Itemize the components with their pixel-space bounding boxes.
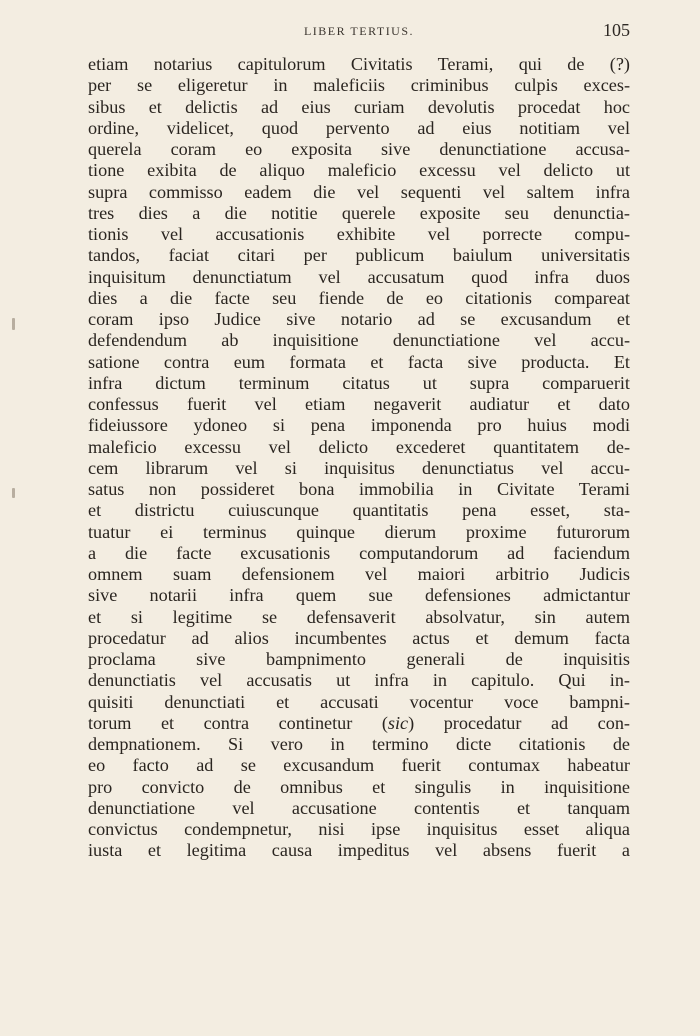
- text-line: ordine, videlicet, quod pervento ad eius notitiam vel: [88, 117, 630, 138]
- text-line: cem librarum vel si inquisitus denunctiatus vel accu-: [88, 457, 630, 478]
- text-line: fideiussore ydoneo si pena imponenda pro huius modi: [88, 415, 630, 436]
- text-line: dempnationem. Si vero in termino dicte citationis de: [88, 734, 630, 754]
- text-segment: torum et contra continetur (: [88, 712, 388, 733]
- text-line: denunctiatione vel accusatione contentis et tanquam: [88, 797, 630, 818]
- page-number: 105: [603, 20, 630, 40]
- margin-mark: [12, 318, 15, 330]
- text-line: tuatur ei terminus quinque dierum proxime futurorum: [88, 521, 630, 542]
- text-line: satione contra eum formata et facta sive producta. Et: [88, 351, 630, 372]
- text-line: per se eligeretur in maleficiis criminibus culpis exces-: [88, 75, 630, 96]
- text-line: pro convicto de omnibus et singulis in inquisitione: [88, 776, 630, 797]
- text-line: proclama sive bampnimento generali de inquisitis: [88, 649, 630, 669]
- text-line: dies a die facte seu fiende de eo citationis compareat: [88, 287, 630, 308]
- text-line: tionis vel accusationis exhibite vel porrecte compu-: [88, 224, 630, 244]
- text-line: sive notarii infra quem sue defensiones admictantur: [88, 585, 630, 606]
- text-line: etiam notarius capitulorum Civitatis Terami, qui de (?): [88, 54, 630, 74]
- text-line: tres dies a die notitie querele exposite seu denunctia-: [88, 202, 630, 223]
- text-line: eo facto ad se excusandum fuerit contumax habeatur: [88, 755, 630, 776]
- text-line: quisiti denunctiati et accusati vocentur voce bampni-: [88, 691, 630, 712]
- body-text: [88, 54, 630, 862]
- text-segment: ) procedatur ad con-: [408, 712, 630, 733]
- text-line: denunctiatis vel accusatis ut infra in capitulo. Qui in-: [88, 670, 630, 691]
- text-line-with-italic: [88, 713, 630, 734]
- running-head: [88, 20, 630, 44]
- text-line: convictus condempnetur, nisi ipse inquisitus esset aliqua: [88, 819, 630, 839]
- text-line: querela coram eo exposita sive denunctiatione accusa-: [88, 139, 630, 159]
- text-line: confessus fuerit vel etiam negaverit audiatur et dato: [88, 394, 630, 414]
- text-line: sibus et delictis ad eius curiam devolutis procedat hoc: [88, 96, 630, 117]
- text-line: tione exibita de aliquo maleficio excessu vel delicto ut: [88, 160, 630, 181]
- text-line: et districtu cuiuscunque quantitatis pena esset, sta-: [88, 500, 630, 521]
- text-line: supra commisso eadem die vel sequenti vel saltem infra: [88, 181, 630, 202]
- text-line: procedatur ad alios incumbentes actus et demum facta: [88, 627, 630, 648]
- text-line: inquisitum denunctiatum vel accusatum quod infra duos: [88, 266, 630, 287]
- italic-sic: sic: [387, 712, 409, 733]
- text-line: et si legitime se defensaverit absolvatur, sin autem: [88, 606, 630, 627]
- text-line: satus non possideret bona immobilia in Civitate Terami: [88, 479, 630, 499]
- text-line: a die facte excusationis computandorum ad faciendum: [88, 542, 630, 563]
- margin-mark: [12, 488, 15, 498]
- text-line: infra dictum terminum citatus ut supra comparuerit: [88, 372, 630, 393]
- text-line: coram ipso Judice sive notario ad se excusandum et: [88, 309, 630, 329]
- text-line: omnem suam defensionem vel maiori arbitrio Judicis: [88, 564, 630, 584]
- text-line: tandos, faciat citari per publicum baiulum universitatis: [88, 245, 630, 266]
- running-title: LIBER TERTIUS.: [303, 24, 415, 38]
- text-line: defendendum ab inquisitione denunctiatione vel accu-: [88, 330, 630, 351]
- text-line: maleficio excessu vel delicto excederet quantitatem de-: [88, 436, 630, 457]
- text-line: iusta et legitima causa impeditus vel absens fuerit a: [88, 840, 630, 861]
